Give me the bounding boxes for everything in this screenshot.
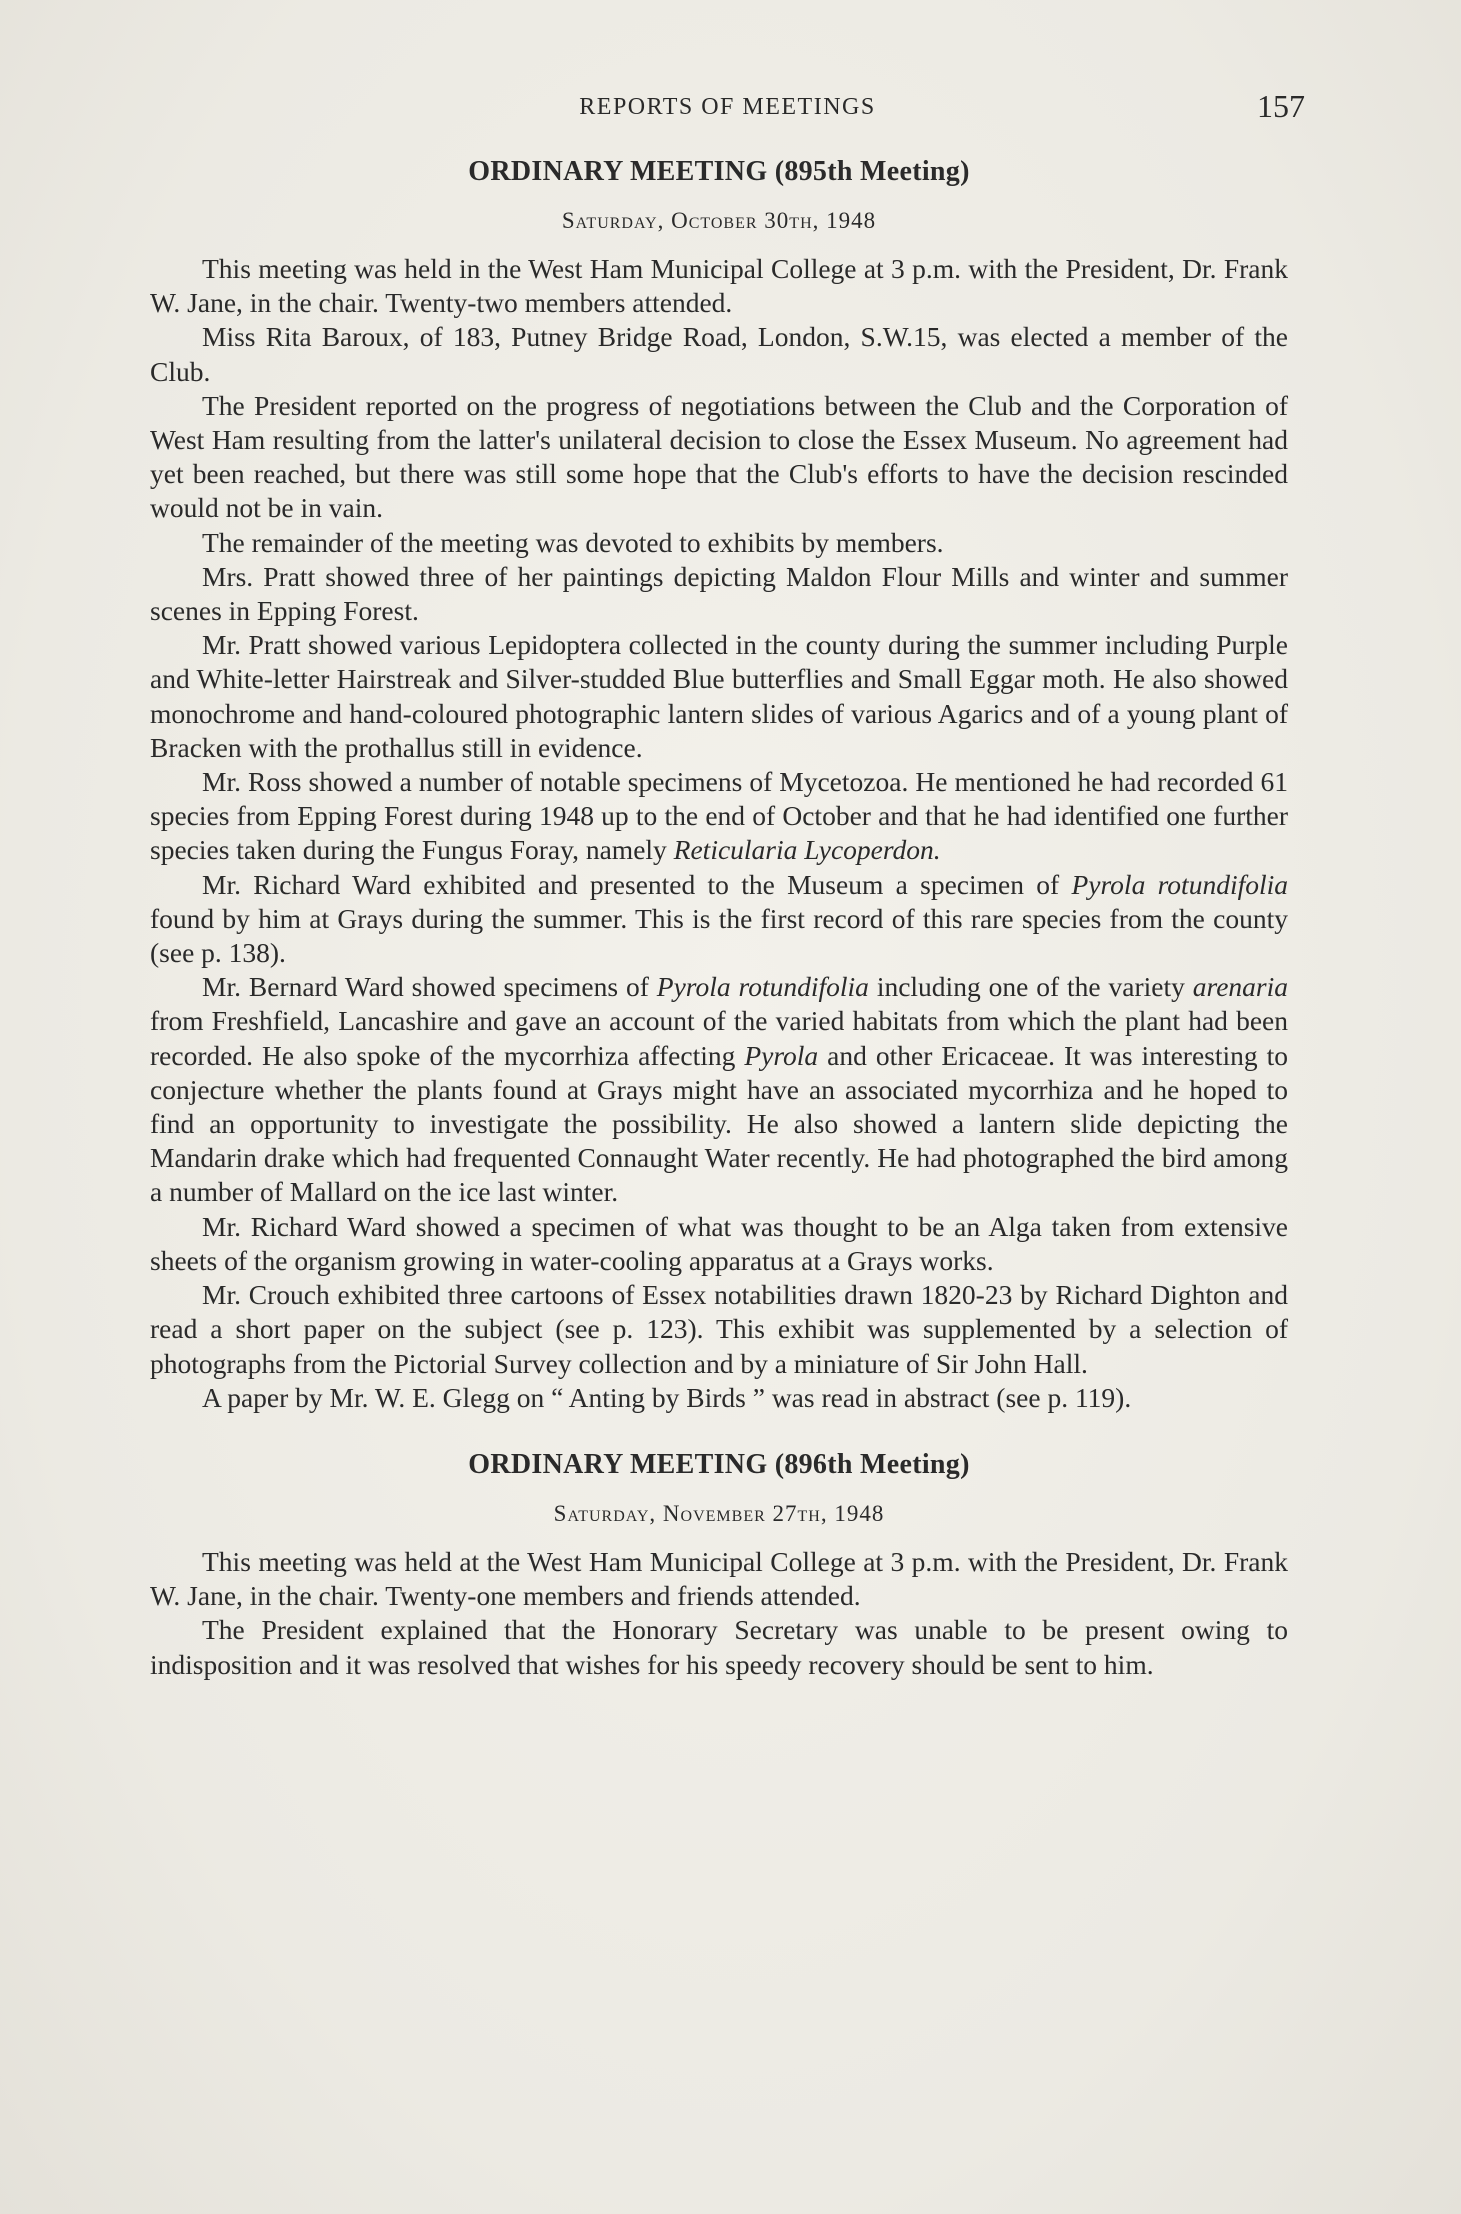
meeting-895-paragraph-6: Mr. Pratt showed various Lepidoptera collected in the county during the summer including Purple and White-letter Hairstreak and Silver-studded Blue butterflies and Small Eggar moth. He also showed monochrome and hand-coloured photographic lantern slides of various Agarics and of a young plant of Bracken with the prothallus still in evidence. <box>150 629 1288 763</box>
running-title: REPORTS OF MEETINGS <box>579 94 876 120</box>
meeting-895-paragraph-10: Mr. Richard Ward showed a specimen of what was thought to be an Alga taken from extensive sheets of the organism growing in water-cooling apparatus at a Grays works. <box>150 1210 1288 1276</box>
meeting-895-paragraph-4: The remainder of the meeting was devoted to exhibits by members. <box>202 526 944 558</box>
meeting-895-paragraph-7: Mr. Ross showed a number of notable specimens of Mycetozoa. He mentioned he had recorded 61 species from Epping Forest during 1948 up to the end of October and that he had identified one further species taken during the Fungus Foray, namely Reticularia Lycoperdon. <box>150 766 1288 866</box>
meeting-895-section <box>150 156 1288 1415</box>
meeting-896-paragraph-2: The President explained that the Honorary Secretary was unable to be present owing to indisposition and it was resolved that wishes for his speedy recovery should be sent to him. <box>150 1614 1288 1680</box>
meeting-896-section <box>150 1449 1288 1682</box>
meeting-896-heading: ORDINARY MEETING (896th Meeting) <box>468 1448 970 1480</box>
page-number: 157 <box>1257 88 1305 124</box>
meeting-896-date: Saturday, November 27th, 1948 <box>553 1500 885 1526</box>
meeting-895-paragraph-12: A paper by Mr. W. E. Glegg on “ Anting by Birds ” was read in abstract (see p. 119). <box>202 1381 1132 1413</box>
meeting-895-paragraph-5: Mrs. Pratt showed three of her paintings depicting Maldon Flour Mills and winter and summer scenes in Epping Forest. <box>150 560 1288 627</box>
meeting-895-paragraph-11: Mr. Crouch exhibited three cartoons of Essex notabilities drawn 1820-23 by Richard Dighton and read a short paper on the subject (see p. 123). This exhibit was supplemented by a selection of photographs from the Pictorial Survey collection and by a miniature of Sir John Hall. <box>150 1279 1288 1379</box>
meeting-895-paragraph-8: Mr. Richard Ward exhibited and presented to the Museum a specimen of Pyrola rotundifolia found by him at Grays during the summer. This is the first record of this rare species from the county (see p. 138). <box>150 868 1288 969</box>
article-body <box>150 156 1288 1682</box>
meeting-895-paragraph-1: This meeting was held in the West Ham Municipal College at 3 p.m. with the President, Dr. Frank W. Jane, in the chair. Twenty-two members attended. <box>150 253 1288 319</box>
meeting-895-heading: ORDINARY MEETING (895th Meeting) <box>468 156 970 187</box>
meeting-895-paragraph-9: Mr. Bernard Ward showed specimens of Pyrola rotundifolia including one of the variety arenaria from Freshfield, Lancashire and gave an account of the varied habitats from which the plant had been recorded. He also spoke of the mycorrhiza affecting Pyrola and other Ericaceae. It was interesting to conjecture whether the plants found at Grays might have an associated mycorrhiza and he hoped to find an opportunity to investigate the possibility. He also showed a lantern slide depicting the Mandarin drake which had frequented Connaught Water recently. He had photographed the bird among a number of Mallard on the ice last winter. <box>150 971 1289 1208</box>
running-head <box>150 88 1305 128</box>
meeting-895-date: Saturday, October 30th, 1948 <box>561 208 877 233</box>
meeting-895-paragraph-2: Miss Rita Baroux, of 183, Putney Bridge Road, London, S.W.15, was elected a member of the Club. <box>150 321 1288 387</box>
meeting-896-paragraph-1: This meeting was held at the West Ham Municipal College at 3 p.m. with the President, Dr. Frank W. Jane, in the chair. Twenty-one members and friends attended. <box>150 1545 1288 1612</box>
meeting-895-paragraph-3: The President reported on the progress of negotiations between the Club and the Corporation of West Ham resulting from the latter's unilateral decision to close the Essex Museum. No agreement had yet been reached, but there was still some hope that the Club's efforts to have the decision rescinded would not be in vain. <box>150 389 1288 524</box>
